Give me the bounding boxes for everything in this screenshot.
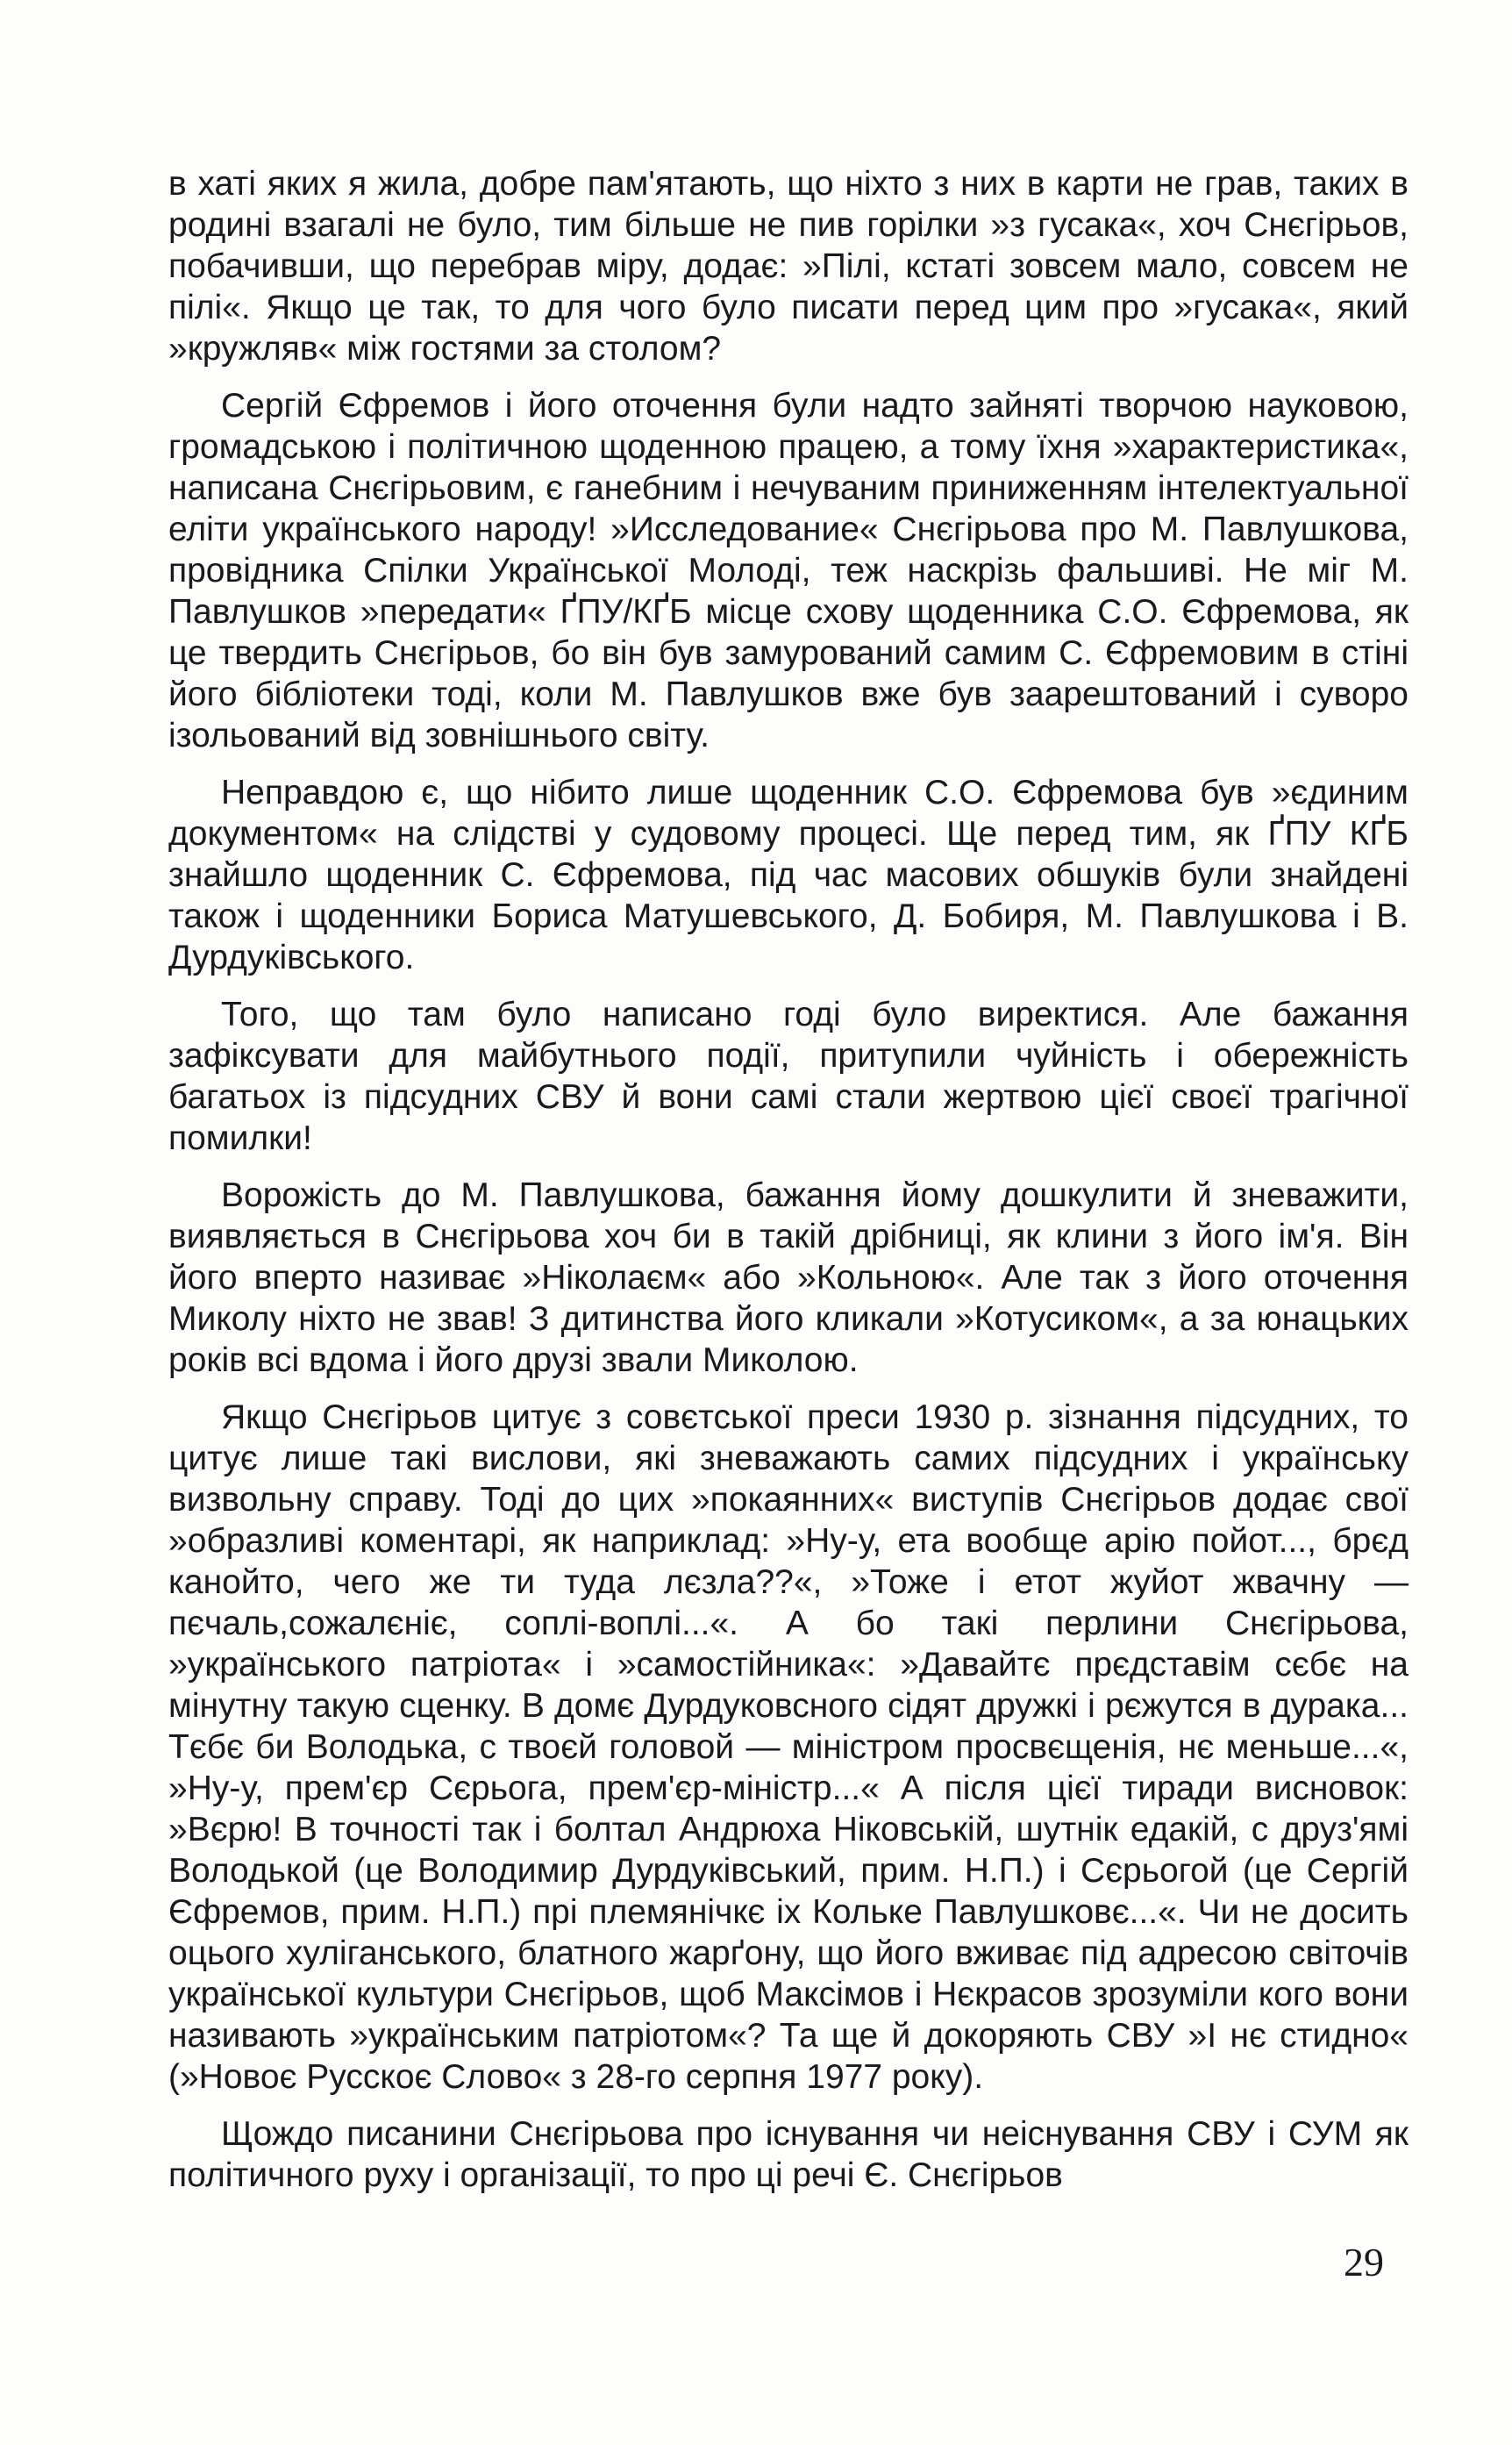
paragraph-7: Щождо писанини Снєгірьова про існування чи неіснування СВУ і СУМ як політичного руху і організації, то про ці речі Є. Снєгірьов bbox=[168, 2115, 1409, 2194]
page-number: 29 bbox=[1344, 2240, 1384, 2284]
paragraph-6: Якщо Снєгірьов цитує з совєтської преси 1930 р. зізнання підсудних, то цитує лише такі вислови, які зневажають самих підсудних і українську визвольну справу. Тоді до цих »покаянних« виступів Снєгірьов додає свої »образливі коментарі, як наприклад: »Ну-у, ета вообще арію пойот..., брєд канойто, чего же ти туда лєзла??«, »Тоже і етот жуйот жвачну — пєчаль,сожалєніє, соплі-воплі...«. А бо такі перлини Снєгірьова, »українського патріота« і »самостійника«: »Давайтє прєдставім сєбє на мінутну такую сценку. В домє Дурдуковсного сідят дружкі і рєжутся в дурака... Тєбє би Володька, с твоєй головой — міністром просвєщенія, нє меньше...«, »Ну-у, прем'єр Сєрьога, прем'єр-міністр...« А після цієї тиради висновок: »Вєрю! В точності так і болтал Андрюха Ніковській, шутнік едакій, с друз'ямі Володькой (це Володимир Дурдуківський, прим. Н.П.) і Сєрьогой (це Сергій Єфремов, прим. Н.П.) прі племянічкє іх Кольке Павлушковє...«. Чи не досить оцього хуліганського, блатного жарґону, що його вживає під адресою світочів української культури Снєгірьов, щоб Максімов і Нєкрасов зрозуміли кого вони називають »українським патріотом«? Та ще й докоряють СВУ »І нє стидно« (»Новоє Русскоє Слово« з 28-го серпня 1977 року). bbox=[168, 1398, 1409, 2096]
paragraph-4: Того, що там було написано годі було виректися. Але бажання зафіксувати для майбутнього події, притупили чуйність і обережність багатьох із підсудних СВУ й вони самі стали жертвою цієї своєї трагічної помилки! bbox=[168, 996, 1409, 1157]
paragraph-3: Неправдою є, що нібито лише щоденник С.О. Єфремова був »єдиним документом« на слідстві у судовому процесі. Ще перед тим, як ҐПУ КҐБ знайшло щоденник С. Єфремова, під час масових обшуків були знайдені також і щоденники Бориса Матушевського, Д. Бобиря, М. Павлушкова і В. Дурдуківського. bbox=[168, 774, 1409, 976]
paragraph-1: в хаті яких я жила, добре пам'ятають, що ніхто з них в карти не грав, таких в родині взагалі не було, тим більше не пив горілки »з гусака«, хоч Снєгірьов, побачивши, що перебрав міру, додає: »Пілі, кстаті зовсем мало, совсем не пілі«. Якщо це так, то для чого було писати перед цим про »гусака«, який »кружляв« між гостями за столом? bbox=[168, 165, 1409, 368]
body-text bbox=[168, 163, 1409, 2212]
paragraph-5: Ворожість до М. Павлушкова, бажання йому дошкулити й зневажити, виявляється в Снєгірьова хоч би в такій дрібниці, як клини з його ім'я. Він його вперто називає »Ніколаєм« або »Кольною«. Але так з його оточення Миколу ніхто не звав! З дитинства його кликали »Котусиком«, а за юнацьких років всі вдома і його друзі звали Миколою. bbox=[168, 1176, 1409, 1379]
paragraph-2: Сергій Єфремов і його оточення були надто зайняті творчою науковою, громадською і політичною щоденною працею, а тому їхня »характеристика«, написана Снєгірьовим, є ганебним і нечуваним приниженням інтелектуальної еліти українського народу! »Исследование« Снєгірьова про М. Павлушкова, провідника Спілки Української Молоді, теж наскрізь фальшиві. Не міг М. Павлушков »передати« ҐПУ/КҐБ місце схову щоденника С.О. Єфремова, як це твердить Снєгірьов, бо він був замурований самим С. Єфремовим в стіні його бібліотеки тоді, коли М. Павлушков вже був заарештований і суворо ізольований від зовнішнього світу. bbox=[168, 387, 1409, 754]
